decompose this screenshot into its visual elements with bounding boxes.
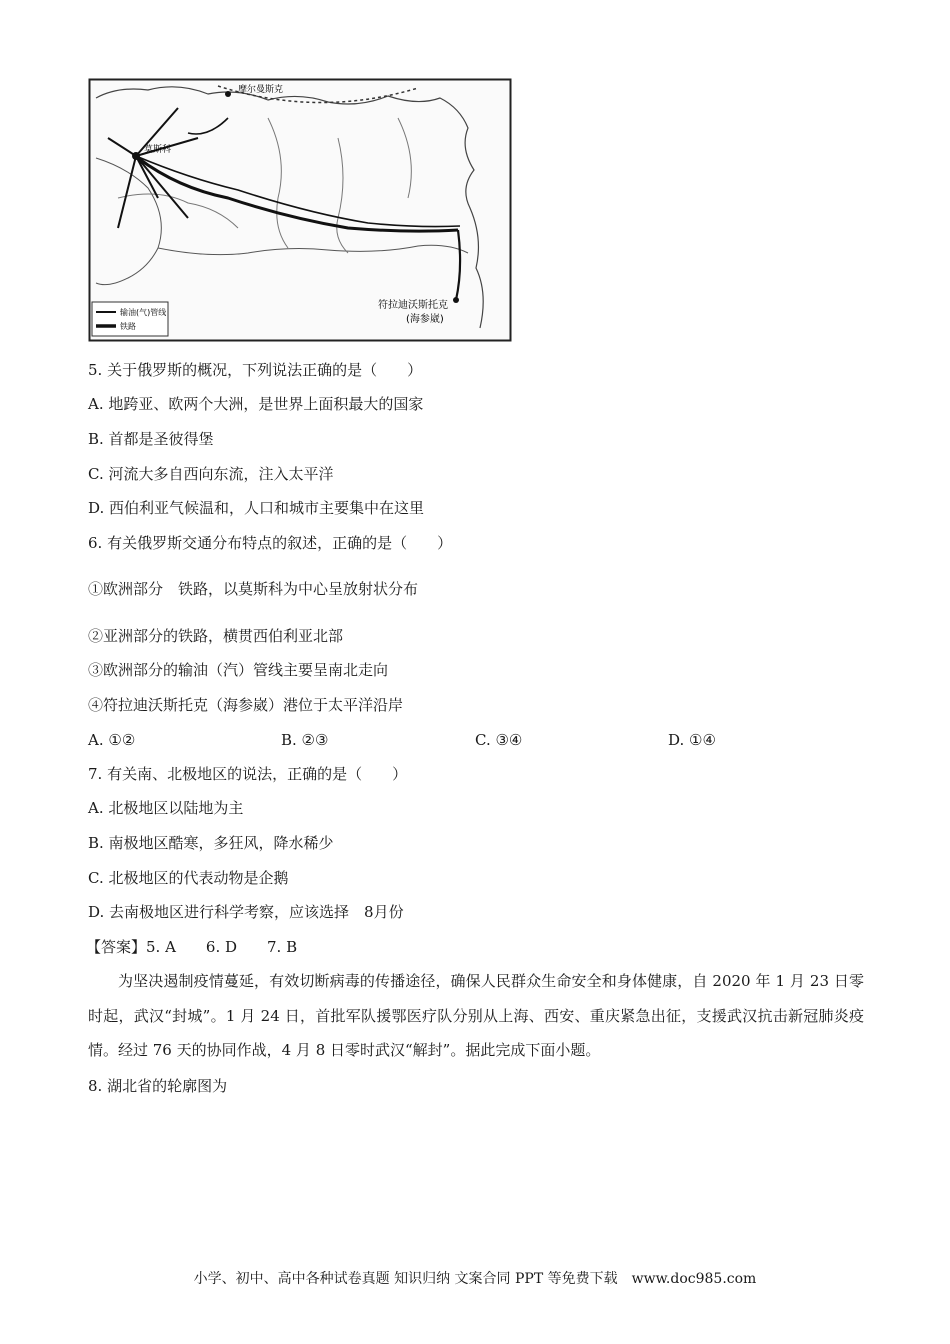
passage-paragraph: 为坚决遏制疫情蔓延，有效切断病毒的传播途径，确保人民群众生命安全和身体健康，自 2020 年 1 月 23 日零时起，武汉“封城”。1 月 24 日，首批军队援鄂医疗队分别从上海、西安、重庆紧急出征，支援武汉抗击新冠肺炎疫情。经过 76 天的协同作战，4 月 8 日零时武汉“解封”。据此完成下面小题。: [88, 972, 864, 1059]
q6-statement-2: ②亚洲部分的铁路，横贯西伯利亚北部: [88, 627, 344, 645]
map-svg: [88, 78, 512, 342]
q6-option-a: A. ①②: [88, 731, 136, 749]
label-vladivostok: 符拉迪沃斯托克: [378, 300, 448, 311]
q6-option-b: B. ②③: [281, 731, 329, 749]
label-haishenwai: (海参崴): [406, 314, 444, 325]
q6-statement-1: ①欧洲部分 铁路，以莫斯科为中心呈放射状分布: [88, 580, 419, 598]
legend-pipeline-label: 输油(气)管线: [120, 308, 167, 317]
russia-transport-map: [88, 78, 512, 342]
q5-option-a: A. 地跨亚、欧两个大洲，是世界上面积最大的国家: [88, 395, 424, 413]
label-moscow: 莫斯科: [144, 145, 172, 155]
page-footer: 小学、初中、高中各种试卷真题 知识归纳 文案合同 PPT 等免费下载 www.doc985.com: [193, 1271, 757, 1287]
label-murmansk: 摩尔曼斯克: [238, 85, 284, 95]
q5-option-b: B. 首都是圣彼得堡: [88, 430, 214, 448]
q6-option-c: C. ③④: [475, 731, 523, 749]
q7-option-a: A. 北极地区以陆地为主: [88, 799, 244, 817]
vladivostok-dot: [453, 297, 459, 303]
q7-option-c: C. 北极地区的代表动物是企鹅: [88, 869, 289, 887]
q6-options: [88, 730, 808, 750]
answer-line: 【答案】5. A 6. D 7. B: [86, 938, 298, 956]
murmansk-dot: [225, 91, 231, 97]
q5-option-d: D. 西伯利亚气候温和，人口和城市主要集中在这里: [88, 499, 425, 517]
q6-option-d: D. ①④: [668, 731, 716, 749]
q7-stem: 7. 有关南、北极地区的说法，正确的是（ ）: [88, 765, 408, 783]
q6-statement-3: ③欧洲部分的输油（汽）管线主要呈南北走向: [88, 661, 389, 679]
q5-option-c: C. 河流大多自西向东流，注入太平洋: [88, 465, 334, 483]
moscow-dot: [132, 152, 140, 160]
q7-option-d: D. 去南极地区进行科学考察，应该选择 8月份: [88, 903, 404, 921]
q6-statement-4: ④符拉迪沃斯托克（海参崴）港位于太平洋沿岸: [88, 696, 404, 714]
legend-railway-label: 铁路: [120, 322, 136, 331]
q5-stem: 5. 关于俄罗斯的概况，下列说法正确的是（ ）: [88, 361, 423, 379]
q8-stem: 8. 湖北省的轮廓图为: [88, 1077, 228, 1095]
q6-stem: 6. 有关俄罗斯交通分布特点的叙述，正确的是（ ）: [88, 534, 453, 552]
q7-option-b: B. 南极地区酷寒，多狂风，降水稀少: [88, 834, 334, 852]
